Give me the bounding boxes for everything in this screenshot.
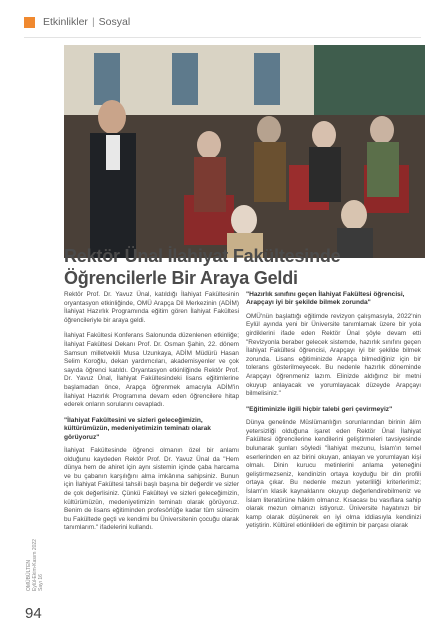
publication-issue: Sayı 16 [38,574,44,591]
article-subheading: "Hazırlık sınıfını geçen İlahiyat Fakültesi öğrencisi, Arapçayı iyi bir şekilde bilmek zorunda" [246,291,405,307]
article-paragraph: Rektör Prof. Dr. Yavuz Ünal, katıldığı İlahiyat Fakültesinin oryantasyon etkinliğinde, OMÜ Arapça Dil Merkezinin (ADİM) İlahiyat Hazırlık Programında eğitim gören İlahiyat Fakültesi öğrencileriyle bir araya geldi. [64,291,239,324]
article-column-left [64,291,239,540]
publication-date: Eylül-Ekim-Kasım 2022 [32,539,38,591]
article-subheading: "Eğitiminizle ilgili hiçbir talebi geri çevirmeyiz" [246,405,393,413]
section-label: Etkinlikler [43,16,88,28]
section-marker-icon [24,17,35,28]
lecture-hall-photo-icon [64,45,425,258]
subsection-label: Sosyal [98,16,131,28]
article-column-right [246,291,421,538]
article-paragraph: İlahiyat Fakültesinde öğrenci olmanın özel bir anlamı olduğunu kaydeden Rektör Prof. Dr. Yavuz Ünal da "Hem dünya hem de ahiret için aynı sistemin içinde çaba harcama ve bu çabanın karşılığını alma imkânına sahipsiniz. Bunun için İlahiyat Fakültesi tahsili başlı başına bir değerdir ve sizler de çok değerlisiniz. Çünkü Fakülteyi ve sizleri geleceğimizin, kültürümüzün, medeniyetimizin teminatı olarak görüyoruz. Benim de lisans eğitiminden profesörlüğe kadar tüm sürecim bu Fakültede geçti ve kendimi bu Üniversitenin çocuğu olarak tanımlarım." ifadelerini kullandı. [64,446,239,532]
publication-name: OMÜBÜLTEN [26,559,32,591]
article-paragraph: İlahiyat Fakültesi Konferans Salonunda düzenlenen etkinliğe; İlahiyat Fakültesi Dekanı Prof. Dr. Osman Şahin, 22. dönem Samsun milletvekili Musa Uzunkaya, ADİM Müdürü Hasan Selim Koroğlu, dekan yardımcıları, akademisyenler ve çok sayıda öğrenci katıldı. Oryantasyon etkinliğinde Rektör Prof. Dr. Yavuz Ünal, İlahiyat Fakültesindeki lisans eğitimlerine başlamadan önce, Arapça öğrenmek amacıyla ADİM'in İlahiyat Hazırlık Programına devam eden öğrencilere hitap ederek onların sorularını cevapladı. [64,332,239,409]
section-header [24,15,130,29]
article-title: Rektör Ünal İlahiyat Fakültesinde Öğrencilerle Bir Araya Geldi [64,246,341,288]
article-subheading: "İlahiyat Fakültesini ve sizleri geleceğimizin, kültürümüzün, medeniyetimizin teminatı olarak görüyoruz" [64,416,211,441]
article-photo [64,45,425,258]
header-rule [24,37,421,38]
article-paragraph: OMÜ'nün başlattığı eğitimde revizyon çalışmasıyla, 2022'nin Eylül ayında yeni bir Üniversite tanımlamak üzere bir yola girdiklerini ifade eden Rektör Ünal şöyle devam etti "Revizyonla beraber gelecek sistemde, hazırlık sınıfını geçen İlahiyat Fakültesi öğrencisi, Arapçayı iyi bir şekilde bilmek zorunda. Lisans eğitiminizde Arapça bilmediğiniz için bir tolerans gösterilmeyecek. Bu nedenle hazırlık döneminde Arapçayı öğrenmeniz lazım. Elinizde aldığınız bir metni okuyup anlayacak ve yorumlayacak düzeyde Arapçayı bilmelisiniz." [246,312,421,398]
publication-info [26,525,78,593]
page-number: 94 [25,605,42,622]
publication-info-text [26,539,44,591]
article-paragraph: Dünya genelinde Müslümanlığın sorunlarından birinin âlim yetersizliği olduğuna işaret eden Rektör Ünal İlahiyat Fakültesi öğrencilerine kendilerini geliştirmeleri tavsiyesinde bulunarak şunları söyledi "İlahiyat mezunu, İslam'ın temel eserlerinden en az birini okuyan, anlayan ve yorumlayan kişi olmalı. Dinin kurucu metinlerini anlama yeteneğini geliştirmezseniz, kendinizin ortaya koyduğu bir din profili ortaya çıkar. Bu nedenle mezun yeterliliği kriterlerimiz; İslam'ın klasik kaynaklarını okuyup değerlendirebilmeniz ve İslam literatürüne hâkim olmanız. Kısacası bu vasıflara sahip olarak mezun olmanızı istiyoruz. Üniversite hayatınızı bir kamp olarak düşünerek en iyi olma iddiasıyla kendinizi yetiştirin. Kültürel etkinlikleri de eğitimin bir parçası olarak [246,419,421,530]
section-separator: | [91,16,95,28]
